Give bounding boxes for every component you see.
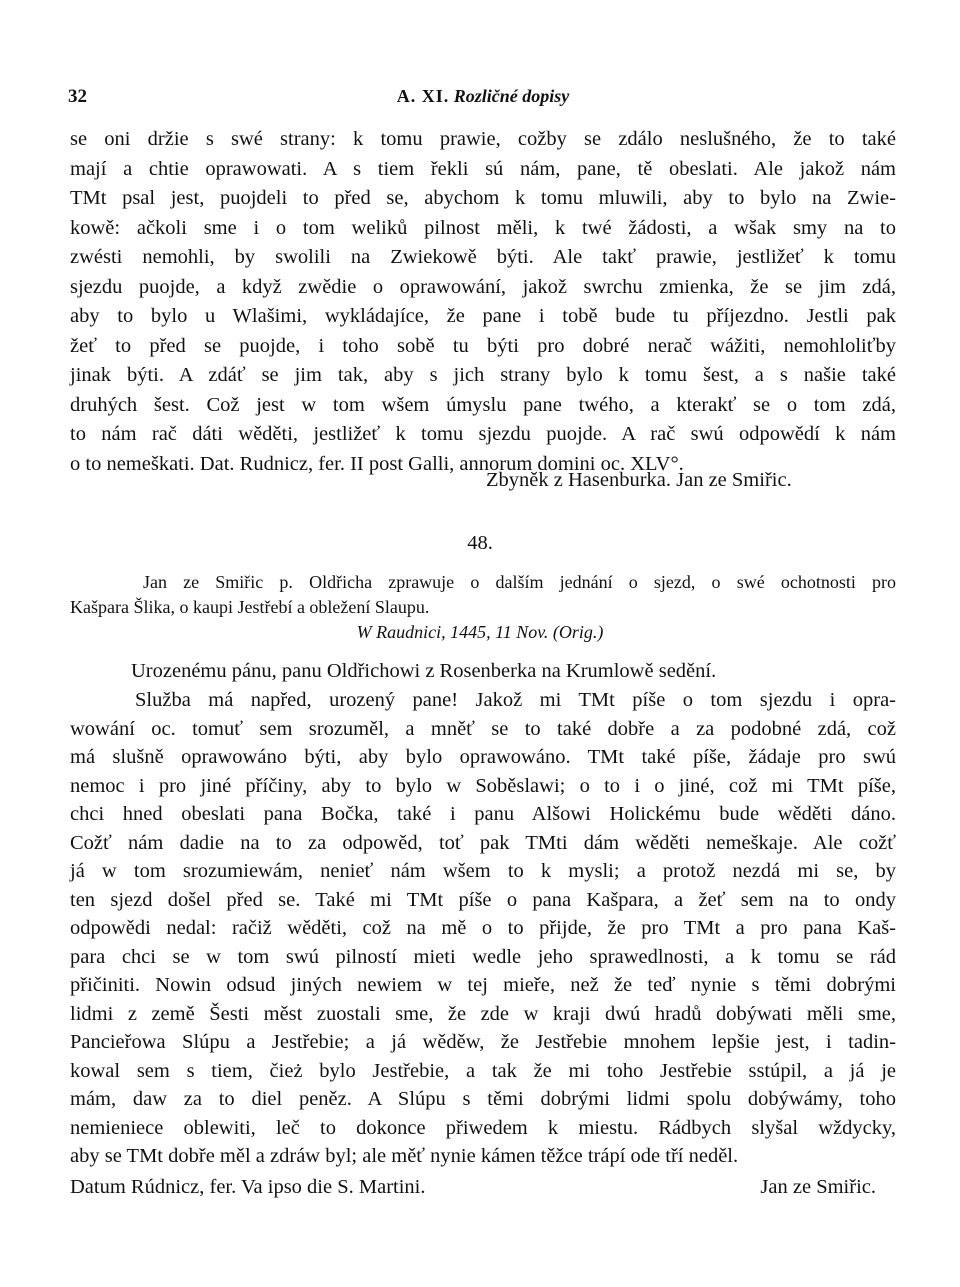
text-line: kowal sem s tiem, čież bylo Jestřebie, a tak že mi toho Jestřebie sstúpil, a já je bbox=[70, 1059, 896, 1082]
text-line: kowě: ačkoli sme i o tom weliků pilnost měli, k twé žádosti, a wšak smy na to bbox=[70, 216, 896, 239]
letter-47-signature: Zbyněk z Hasenburka. Jan ze Smiřic. bbox=[486, 469, 792, 491]
letter-date: Datum Rúdnicz, fer. Va ipso die S. Martini. bbox=[70, 1176, 426, 1198]
summary-line: Kašpara Šlika, o kaupi Jestřebí a obležení Slaupu. bbox=[70, 597, 430, 617]
text-line: aby se TMt dobře měl a zdráw byl; ale měť nynie kámen těžce trápí ode tří neděl. bbox=[70, 1145, 739, 1167]
text-line: nemieniece oblewiti, leč to dokonce přiwedem k miestu. Rádbych slyšal wždycky, bbox=[70, 1116, 896, 1139]
text-line: se oni držie s swé strany: k tomu prawie, cožby se zdálo neslušného, že to také bbox=[70, 128, 896, 150]
text-line: žeť to před se puojde, i toho sobě tu býti pro dobré nerač wážiti, nemohloliťby bbox=[70, 334, 896, 357]
text-line: o to nemeškati. Dat. Rudnicz, fer. II post Galli, annorum domini oc. XLV°. bbox=[70, 452, 684, 475]
text-line: TMt psal jest, puojdeli to před se, abychom k tomu mluwili, aby to bylo na Zwie- bbox=[70, 187, 896, 209]
text-line: mám, daw za to diel peněz. A Slúpu s těmi dobrými lidmi spolu dobýwámy, toho bbox=[70, 1088, 896, 1110]
text-line: druhých šest. Což jest w tom wšem úmyslu pane twého, a kterakť se o tom zdá, bbox=[70, 393, 896, 416]
source-dateline: W Raudnici, 1445, 11 Nov. (Orig.) bbox=[356, 622, 604, 642]
text-line: má slušně oprawowáno býti, aby bylo oprawowáno. TMt také píše, žádaje pro swú bbox=[70, 746, 896, 768]
text-line: přičiniti. Nowin odsud jiných newiem w tej mieře, než že teď nynie s těmi dobrými bbox=[70, 974, 896, 996]
text-line: Cožť nám dadie na to za odpowěd, toť pak TMti dám wěděti nemeškaje. Ale cožť bbox=[70, 831, 896, 854]
text-line: jinak býti. A zdáť se jim tak, aby s jich strany bylo k tomu šest, a s našie také bbox=[70, 364, 896, 386]
text-line: Služba má napřed, urozený pane! Jakož mi TMt píše o tom sjezdu i opra- bbox=[135, 689, 896, 711]
page-number: 32 bbox=[68, 86, 87, 107]
section-title: Rozličné dopisy bbox=[453, 86, 570, 106]
text-line: ten sjezd došel před se. Také mi TMt píše o pana Kašpara, a žeť sem na to ondy bbox=[70, 888, 896, 911]
text-line: aby to bylo u Wlašimi, wykládajíce, že pane i tobě bude tu příjezdno. Jestli pak bbox=[70, 305, 896, 327]
text-line: odpowědi nedal: račiž wěděti, což na mě o to přijde, že pro TMt a pro pana Kaš- bbox=[70, 917, 896, 939]
running-header bbox=[68, 86, 898, 112]
document-number: 48. bbox=[467, 532, 493, 554]
text-line: chci hned obeslati pana Bočka, také i panu Alšowi Holickému bude wěděti dáno. bbox=[70, 803, 896, 825]
letter-address: Urozenému pánu, panu Oldřichowi z Rosenberka na Krumlowě sedění. bbox=[131, 660, 717, 682]
summary-line: Jan ze Smiřic p. Oldřicha zprawuje o dalším jednání o sjezd, o swé ochotnosti pro bbox=[143, 572, 896, 592]
text-line: zwésti nemohli, by swolili na Zwiekowě býti. Ale takť prawie, jestližeť k tomu bbox=[70, 246, 896, 268]
text-line: wowání oc. tomuť sem srozuměl, a mněť se to také dobře a za podobné zdá, což bbox=[70, 717, 896, 740]
running-title bbox=[68, 86, 898, 107]
text-line: nemoc i pro jiné příčiny, aby to bylo w Soběslawi; o to i o jiné, což mi TMt píše, bbox=[70, 774, 896, 797]
text-line: to nám rač dáti wěděti, jestližeť k tomu sjezdu puojde. A rač swú odpowědí k nám bbox=[70, 423, 896, 445]
letter-signature: Jan ze Smiřic. bbox=[760, 1176, 876, 1198]
text-line: Pancieřowa Slúpu a Jestřebie; a já wěděw, že Jestřebie mnohem lepšie jest, i tadin- bbox=[70, 1031, 896, 1053]
text-line: já w tom srozumiewám, nenieť nám wšem to k mysli; a protož nezdá mi se, by bbox=[70, 860, 896, 882]
text-line: para chci se w tom swú pilností mieti wedle jeho sprawedlnosti, a k tomu se rád bbox=[70, 945, 896, 968]
text-line: mají a chtie oprawowati. A s tiem řekli sú nám, pane, tě obeslati. Ale jakož nám bbox=[70, 157, 896, 180]
text-line: sjezdu puojde, a když zwědie o oprawowání, jakož swrchu zmienka, že se jim zdá, bbox=[70, 275, 896, 298]
text-line: lidmi z země Šesti měst zuostali sme, že zde w kraji dwú hradů dobýwati měli sme, bbox=[70, 1002, 896, 1025]
section-label: A. XI. bbox=[396, 86, 450, 106]
